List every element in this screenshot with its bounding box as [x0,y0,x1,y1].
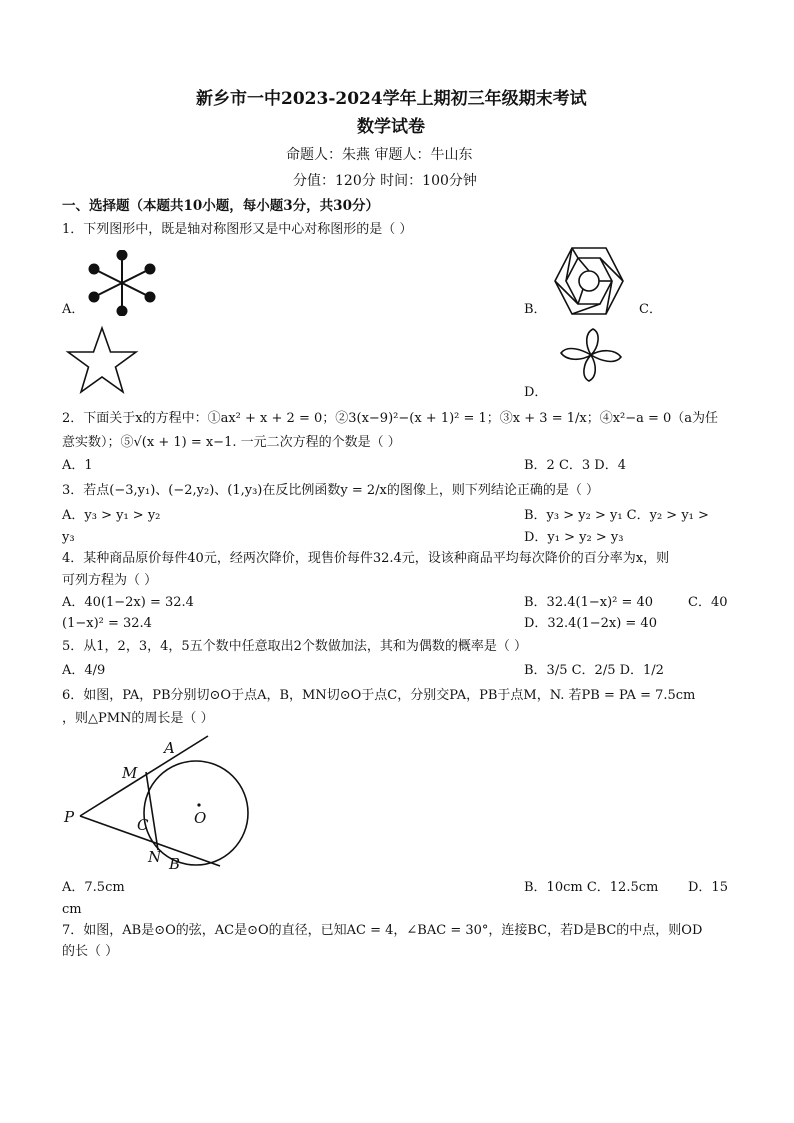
q4-option-c-cont: (1−x)² = 32.4 [62,616,152,631]
label-o: O [194,809,207,827]
q6-option-d[interactable]: D．15 [688,880,728,895]
label-c: C [137,816,149,834]
q4-option-a[interactable]: A．40(1−2x) = 32.4 [62,595,194,610]
q4-line2: 可列方程为（ ） [62,573,158,588]
snowflake-figure [84,250,160,316]
label-b: B [169,855,181,872]
q7-line1: 7．如图，AB是⊙O的弦，AC是⊙O的直径，已知AC = 4，∠BAC = 30°，连接BC，若D是BC的中点，则OD [62,923,703,938]
q2-options-bcd[interactable]: B．2 C．3 D．4 [524,458,627,473]
exam-authors: 命题人：朱燕 审题人：牛山东 [286,147,473,163]
page-title: 新乡市一中2023-2024学年上期初三年级期末考试 [196,89,587,109]
label-m: M [122,764,138,782]
pinwheel-figure [555,327,627,383]
q3-option-c-cont: y₃ [62,530,75,545]
q5-line1: 5．从1，2，3，4，5五个数中任意取出2个数做加法，其和为偶数的概率是（ ） [62,639,528,654]
q2-option-a[interactable]: A．1 [62,458,93,473]
q7-line2: 的长（ ） [62,944,119,959]
q6-options-bc[interactable]: B．10cm C．12.5cm [524,880,659,895]
q6-option-a[interactable]: A．7.5cm [62,880,125,895]
q3-option-a[interactable]: A．y₃ > y₁ > y₂ [62,508,161,523]
tangent-circle-figure [62,730,262,872]
section-heading: 一、选择题（本题共10小题，每小题3分，共30分） [62,198,379,214]
label-a: A [164,739,175,757]
q2-line1: 2．下面关于x的方程中：①ax² + x + 2 = 0；②3(x−9)²−(x + 1)² = 1；③x + 3 = 1/x；④x²−a = 0（a为任 [62,411,719,426]
q1-option-c[interactable]: C． [639,302,662,317]
q4-option-b[interactable]: B．32.4(1−x)² = 40 [524,595,654,610]
label-p: P [64,808,75,826]
exam-subject: 数学试卷 [357,117,425,137]
q6-line1: 6．如图，PA，PB分别切⊙O于点A，B，MN切⊙O于点C，分别交PA，PB于点M，N. 若PB = PA = 7.5cm [62,688,696,703]
q4-line1: 4．某种商品原价每件40元，经两次降价，现售价每件32.4元，设该种商品平均每次降价的百分率为x，则 [62,551,670,566]
q1-stem: 1．下列图形中，既是轴对称图形又是中心对称图形的是（ ） [62,222,413,237]
q1-option-b[interactable]: B． [524,302,547,317]
exam-score-time: 分值：120分 时间：100分钟 [293,173,477,189]
q5-option-a[interactable]: A．4/9 [62,663,106,678]
q6-line2: ，则△PMN的周长是（ ） [62,711,214,726]
q3-options-bc[interactable]: B．y₃ > y₂ > y₁ C．y₂ > y₁ > [524,508,709,523]
q5-options-bcd[interactable]: B．3/5 C．2/5 D．1/2 [524,663,664,678]
q6-option-d-cont: cm [62,902,82,917]
q4-option-d[interactable]: D．32.4(1−2x) = 40 [524,616,657,631]
hexagon-figure [552,244,626,318]
label-n: N [148,848,162,866]
star-figure [64,325,140,397]
q3-option-d[interactable]: D．y₁ > y₂ > y₃ [524,530,624,545]
q2-line2: 意实数）；⑤√(x + 1) = x−1. 一元二次方程的个数是（ ） [62,435,401,450]
q4-option-c[interactable]: C．40 [688,595,728,610]
q1-option-a[interactable]: A． [62,302,85,317]
q3-line1: 3．若点(−3,y₁)、(−2,y₂)、(1,y₃)在反比例函数y = 2/x的图像上，则下列结论正确的是（ ） [62,483,599,498]
q1-option-d[interactable]: D． [524,385,548,400]
